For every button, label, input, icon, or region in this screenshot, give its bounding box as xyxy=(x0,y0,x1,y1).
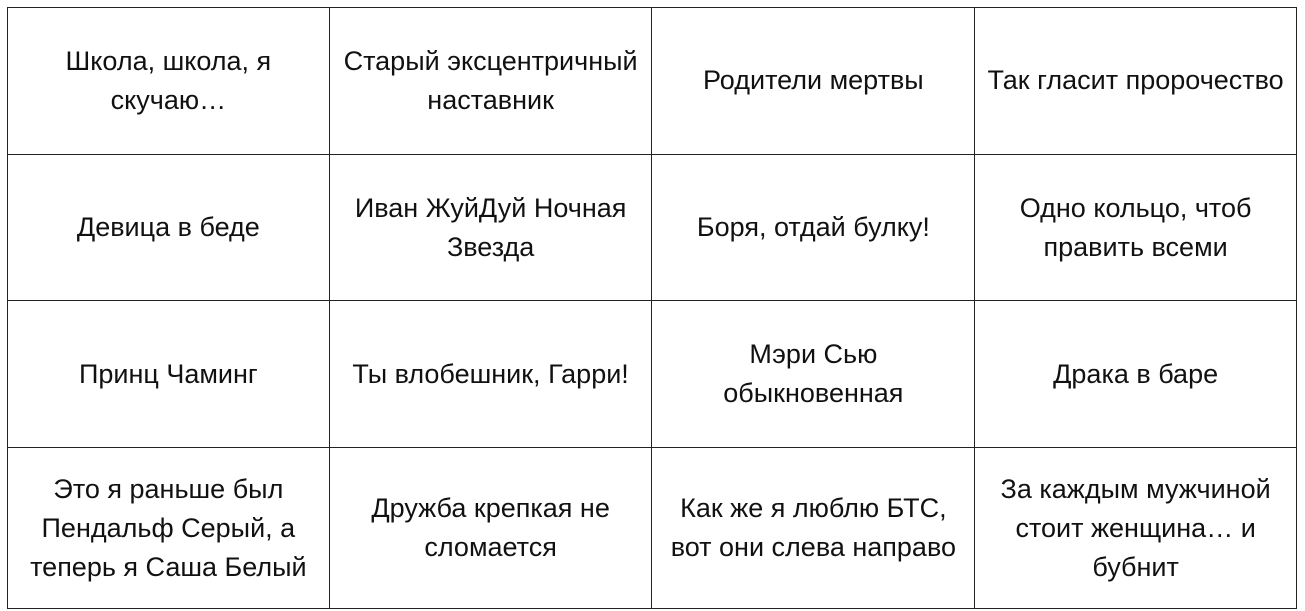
grid-cell: Как же я люблю БТС, вот они слева направо xyxy=(652,448,975,609)
grid-cell: Драка в баре xyxy=(975,301,1297,448)
grid-row-1 xyxy=(8,8,1297,155)
grid-cell: Иван ЖуйДуй Ночная Звезда xyxy=(329,154,652,301)
grid-cell: Девица в беде xyxy=(8,154,330,301)
bingo-card-grid xyxy=(7,7,1297,609)
grid-row-3 xyxy=(8,301,1297,448)
grid-cell: Одно кольцо, чтоб править всеми xyxy=(975,154,1297,301)
grid-cell: Мэри Сью обыкновенная xyxy=(652,301,975,448)
grid-row-4 xyxy=(8,448,1297,609)
grid-cell: Дружба крепкая не сломается xyxy=(329,448,652,609)
grid-cell: Это я раньше был Пендальф Серый, а теперь я Саша Белый xyxy=(8,448,330,609)
grid-cell: Принц Чаминг xyxy=(8,301,330,448)
grid-row-2 xyxy=(8,154,1297,301)
grid-cell: Ты влобешник, Гарри! xyxy=(329,301,652,448)
grid-cell: Школа, школа, я скучаю… xyxy=(8,8,330,155)
grid-cell: Боря, отдай булку! xyxy=(652,154,975,301)
grid-cell: Так гласит пророчество xyxy=(975,8,1297,155)
grid-cell: За каждым мужчиной стоит женщина… и бубнит xyxy=(975,448,1297,609)
grid-cell: Старый эксцентричный наставник xyxy=(329,8,652,155)
grid-cell: Родители мертвы xyxy=(652,8,975,155)
